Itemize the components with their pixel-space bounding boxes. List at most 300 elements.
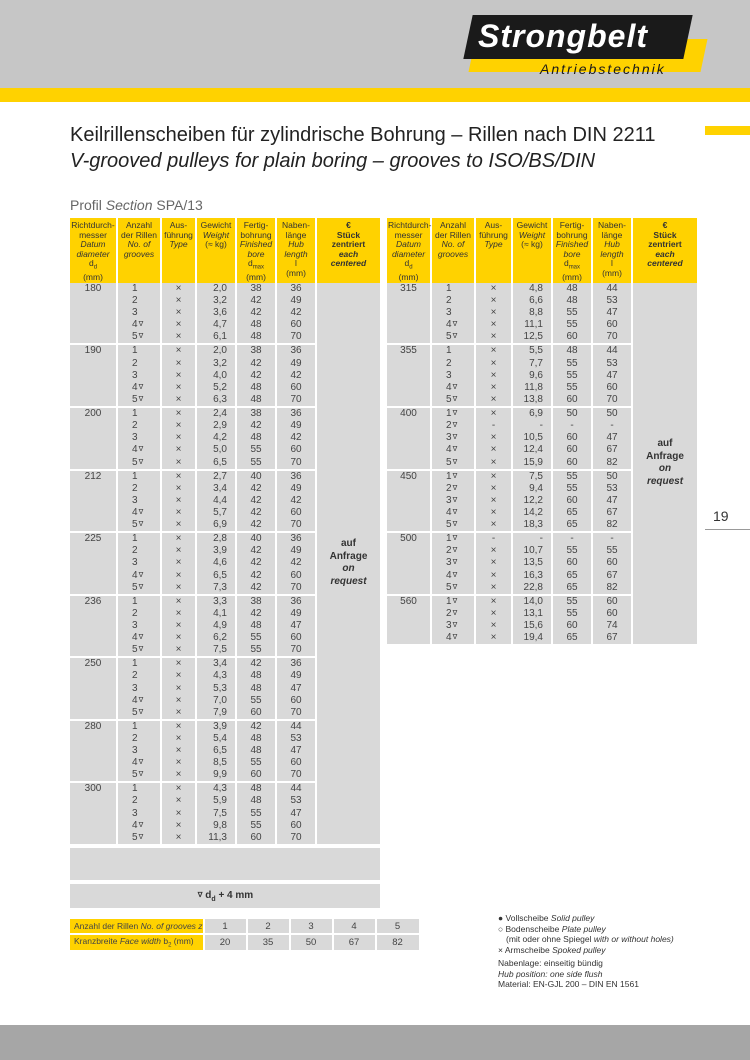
- type-cell: ×: [475, 394, 512, 407]
- hub-position-en: Hub position: one side flush: [498, 968, 603, 979]
- grooves-value: 2: [446, 357, 452, 369]
- column-header: [431, 218, 475, 283]
- type-cell: -: [475, 420, 512, 432]
- type-cell: ×: [475, 357, 512, 369]
- bore-cell: -: [552, 532, 592, 545]
- type-cell: ×: [161, 570, 196, 582]
- footnote-bore: [70, 884, 380, 908]
- triangle-mark-icon: ∇: [452, 333, 458, 341]
- hub-length-cell: 70: [276, 394, 316, 407]
- header-en: grooves: [123, 248, 155, 259]
- filled-circle-icon: ●: [498, 913, 504, 923]
- grooves-cell: [117, 382, 161, 394]
- hub-length-cell: 82: [592, 457, 632, 470]
- bore-cell: 55: [552, 483, 592, 495]
- diameter-cell: 560: [387, 595, 431, 608]
- bore-cell: 60: [552, 620, 592, 632]
- grooves-value: 2: [446, 545, 452, 557]
- type-cell: ×: [161, 782, 196, 795]
- grooves-cell: [431, 370, 475, 382]
- cross-icon: ×: [498, 944, 503, 955]
- diameter-cell: [70, 670, 117, 682]
- price-note-de: auf: [657, 438, 673, 450]
- bore-cell: 60: [552, 331, 592, 344]
- bore-cell: 38: [236, 344, 276, 357]
- hub-length-cell: 60: [276, 632, 316, 644]
- hub-length-cell: 53: [276, 733, 316, 745]
- column-header: [475, 218, 512, 283]
- diameter-cell: [387, 632, 431, 644]
- type-cell: ×: [161, 795, 196, 807]
- header-en: Weight: [518, 229, 546, 240]
- bore-cell: -: [552, 420, 592, 432]
- hub-length-cell: 70: [592, 331, 632, 344]
- symbol-sub: d: [409, 264, 413, 271]
- grooves-cell: [117, 357, 161, 369]
- grooves-cell: [117, 519, 161, 532]
- grooves-cell: [117, 782, 161, 795]
- header-unit: (≈ kg): [521, 239, 543, 249]
- header-symbol: [71, 259, 115, 273]
- type-cell: ×: [161, 707, 196, 720]
- header-de: der Rillen: [121, 229, 157, 240]
- type-cell: ×: [161, 769, 196, 782]
- grooves-cell: [431, 608, 475, 620]
- diameter-cell: [387, 570, 431, 582]
- hub-length-cell: 55: [592, 545, 632, 557]
- grooves-value: 5: [132, 456, 138, 468]
- type-cell: -: [475, 532, 512, 545]
- grooves-value: 2: [132, 294, 138, 306]
- bore-cell: 48: [236, 682, 276, 694]
- hub-length-cell: 60: [276, 382, 316, 394]
- triangle-mark-icon: ∇: [452, 484, 458, 492]
- strongbelt-logo: [462, 15, 707, 80]
- grooves-value: 2: [132, 545, 138, 557]
- diameter-cell: [387, 557, 431, 569]
- type-cell: ×: [161, 344, 196, 357]
- header-de: Stück: [336, 229, 361, 240]
- grooves-cell: [117, 808, 161, 820]
- grooves-cell: [117, 657, 161, 670]
- diameter-cell: [70, 557, 117, 569]
- grooves-cell: [117, 570, 161, 582]
- grooves-cell: [431, 557, 475, 569]
- hub-length-cell: 36: [276, 657, 316, 670]
- type-cell: ×: [475, 283, 512, 295]
- diameter-cell: [70, 420, 117, 432]
- grooves-cell: [117, 795, 161, 807]
- header-symbol: [554, 259, 590, 273]
- grooves-cell: 2: [247, 918, 290, 934]
- grooves-value: 3: [132, 307, 138, 319]
- grooves-cell: [117, 532, 161, 545]
- hub-length-cell: 67: [592, 507, 632, 519]
- type-cell: ×: [475, 307, 512, 319]
- diameter-cell: [70, 608, 117, 620]
- grooves-value: 3: [132, 682, 138, 694]
- grooves-value: 2: [446, 607, 452, 619]
- weight-cell: 6,5: [196, 570, 236, 582]
- grooves-value: 5: [446, 581, 452, 593]
- header-en: centered: [330, 258, 367, 268]
- grooves-cell: [117, 670, 161, 682]
- weight-cell: 6,6: [512, 295, 552, 307]
- header-de: zentriert: [648, 239, 682, 249]
- price-note-en: on: [658, 463, 672, 475]
- footnote-sub: d: [211, 896, 216, 903]
- hub-length-cell: 60: [276, 319, 316, 331]
- grooves-cell: [431, 570, 475, 582]
- type-cell: ×: [475, 432, 512, 444]
- weight-cell: 6,9: [196, 519, 236, 532]
- type-cell: ×: [475, 495, 512, 507]
- header-unit: (mm): [286, 267, 306, 278]
- type-cell: ×: [475, 557, 512, 569]
- weight-cell: 3,3: [196, 595, 236, 608]
- grooves-value: 1: [446, 533, 452, 545]
- grooves-cell: [117, 745, 161, 757]
- weight-cell: 3,4: [196, 483, 236, 495]
- type-cell: ×: [475, 382, 512, 394]
- weight-cell: 12,4: [512, 444, 552, 456]
- bore-cell: 55: [236, 644, 276, 657]
- weight-cell: 7,7: [512, 357, 552, 369]
- symbol: d: [404, 258, 410, 268]
- brand-name: Strongbelt: [478, 18, 648, 54]
- section-label-de: Profil: [70, 197, 102, 213]
- triangle-mark-icon: ∇: [138, 821, 144, 829]
- weight-cell: 6,1: [196, 331, 236, 344]
- header-unit: (≈ kg): [205, 239, 227, 249]
- euro-icon: €: [662, 220, 668, 230]
- weight-cell: 19,4: [512, 632, 552, 644]
- grooves-cell: [431, 483, 475, 495]
- type-cell: ×: [161, 331, 196, 344]
- grooves-value: 4: [446, 444, 452, 456]
- legend-plate-note: (mit oder ohne Spiegel with or without holes): [506, 934, 674, 944]
- grooves-row: [70, 918, 419, 934]
- diameter-cell: [70, 507, 117, 519]
- grooves-value: 1: [446, 595, 452, 607]
- hub-length-cell: 70: [276, 331, 316, 344]
- header-unit: (mm): [398, 272, 419, 283]
- hub-length-cell: 49: [276, 608, 316, 620]
- diameter-cell: [387, 370, 431, 382]
- diameter-cell: [387, 444, 431, 456]
- grooves-value: 3: [132, 557, 138, 569]
- type-cell: ×: [161, 720, 196, 733]
- grooves-cell: [431, 357, 475, 369]
- grooves-cell: [117, 644, 161, 657]
- header-unit: (mm): [562, 272, 582, 283]
- triangle-mark-icon: ∇: [452, 410, 458, 417]
- diameter-cell: [70, 808, 117, 820]
- diameter-cell: [387, 608, 431, 620]
- grooves-value: 2: [132, 795, 138, 807]
- grooves-cell: [431, 632, 475, 644]
- grooves-value: 4: [132, 632, 138, 644]
- bore-cell: 48: [236, 745, 276, 757]
- grooves-value: 1: [132, 470, 138, 482]
- triangle-mark-icon: ∇: [452, 621, 458, 629]
- pulley-table-left: [70, 218, 380, 844]
- header-en: length: [284, 248, 308, 259]
- bore-cell: 38: [236, 407, 276, 420]
- weight-cell: 4,7: [196, 319, 236, 331]
- bore-cell: 65: [552, 632, 592, 644]
- type-cell: ×: [161, 307, 196, 319]
- triangle-mark-icon: ∇: [138, 521, 144, 529]
- grooves-value: 1: [132, 345, 138, 357]
- column-header: [552, 218, 592, 283]
- grooves-value: 2: [132, 607, 138, 619]
- face-width-table: [70, 917, 419, 950]
- weight-cell: 5,0: [196, 444, 236, 456]
- weight-cell: 10,7: [512, 545, 552, 557]
- diameter-cell: 200: [70, 407, 117, 420]
- triangle-mark-icon: ∇: [138, 759, 144, 767]
- hub-length-cell: 60: [276, 570, 316, 582]
- hub-length-cell: 49: [276, 420, 316, 432]
- bore-cell: 48: [236, 782, 276, 795]
- column-header: [70, 218, 117, 283]
- face-width-cell: 20: [204, 934, 247, 950]
- type-cell: ×: [161, 495, 196, 507]
- type-cell: ×: [161, 582, 196, 595]
- hub-length-cell: 47: [592, 495, 632, 507]
- hub-length-cell: 60: [592, 608, 632, 620]
- bore-cell: 65: [552, 507, 592, 519]
- grooves-cell: [117, 582, 161, 595]
- type-cell: ×: [161, 483, 196, 495]
- hub-length-cell: 67: [592, 632, 632, 644]
- grooves-cell: [117, 720, 161, 733]
- bore-cell: 55: [552, 470, 592, 483]
- header-symbol: [388, 259, 429, 273]
- type-cell: ×: [475, 620, 512, 632]
- diameter-cell: [70, 832, 117, 844]
- grooves-value: 3: [446, 369, 452, 381]
- weight-cell: 5,2: [196, 382, 236, 394]
- weight-cell: 4,6: [196, 557, 236, 569]
- hub-length-cell: 70: [276, 832, 316, 844]
- bore-cell: 65: [552, 570, 592, 582]
- weight-cell: 7,3: [196, 582, 236, 595]
- header-de: messer: [79, 229, 107, 240]
- diameter-cell: [387, 620, 431, 632]
- diameter-cell: [70, 331, 117, 344]
- bore-cell: 55: [236, 808, 276, 820]
- euro-icon: €: [346, 220, 351, 230]
- grooves-value: 3: [446, 432, 452, 444]
- weight-cell: 5,9: [196, 795, 236, 807]
- type-cell: ×: [161, 644, 196, 657]
- grooves-value: 1: [446, 408, 452, 419]
- grooves-value: 3: [446, 307, 452, 319]
- grooves-cell: [117, 370, 161, 382]
- weight-cell: 4,4: [196, 495, 236, 507]
- column-header: [117, 218, 161, 283]
- header-unit: (mm): [602, 267, 622, 278]
- grooves-value: 4: [132, 569, 138, 581]
- type-cell: ×: [161, 620, 196, 632]
- column-header: [387, 218, 431, 283]
- diameter-cell: [387, 357, 431, 369]
- grooves-value: 5: [446, 394, 452, 405]
- bore-cell: 50: [552, 407, 592, 420]
- weight-cell: 2,7: [196, 470, 236, 483]
- weight-cell: 3,4: [196, 657, 236, 670]
- triangle-mark-icon: ∇: [138, 333, 144, 341]
- hub-length-cell: 44: [592, 283, 632, 295]
- triangle-mark-icon: ∇: [138, 583, 144, 591]
- grooves-cell: [117, 295, 161, 307]
- grooves-value: 5: [132, 706, 138, 718]
- grooves-cell: [431, 344, 475, 357]
- bore-cell: 42: [236, 507, 276, 519]
- grooves-value: 2: [132, 420, 138, 432]
- header-en: diameter: [391, 248, 426, 259]
- hub-position-de: Nabenlage: einseitig bündig: [498, 958, 603, 968]
- header-de: Aus-: [484, 220, 503, 230]
- price-note-en: on: [342, 563, 355, 575]
- type-cell: ×: [161, 532, 196, 545]
- type-cell: ×: [161, 283, 196, 295]
- triangle-mark-icon: ∇: [138, 708, 144, 716]
- bore-cell: 48: [236, 670, 276, 682]
- weight-cell: 6,9: [512, 407, 552, 420]
- diameter-cell: [70, 757, 117, 769]
- grooves-value: 4: [446, 507, 452, 519]
- diameter-cell: [70, 382, 117, 394]
- header-de: länge: [285, 229, 307, 240]
- type-cell: ×: [161, 295, 196, 307]
- weight-cell: 15,6: [512, 620, 552, 632]
- weight-cell: 3,9: [196, 720, 236, 733]
- hub-length-cell: 47: [592, 370, 632, 382]
- bore-cell: 48: [236, 319, 276, 331]
- brand-tagline: Antriebstechnik: [540, 61, 666, 77]
- column-header: [512, 218, 552, 283]
- bore-cell: 60: [552, 394, 592, 407]
- hub-length-cell: 36: [276, 595, 316, 608]
- grooves-cell: [117, 407, 161, 420]
- hub-length-cell: 74: [592, 620, 632, 632]
- legend: [498, 913, 674, 990]
- bore-cell: 42: [236, 720, 276, 733]
- bore-cell: 42: [236, 370, 276, 382]
- grooves-value: 5: [132, 832, 138, 844]
- title-accent-bar: [705, 126, 750, 135]
- diameter-cell: [70, 820, 117, 832]
- diameter-cell: 500: [387, 532, 431, 545]
- grooves-cell: [431, 532, 475, 545]
- bore-cell: 55: [236, 695, 276, 707]
- type-cell: ×: [475, 319, 512, 331]
- weight-cell: 3,6: [196, 307, 236, 319]
- bore-cell: 60: [236, 769, 276, 782]
- grooves-value: 3: [132, 369, 138, 381]
- column-header: [236, 218, 276, 283]
- bore-cell: 42: [236, 570, 276, 582]
- type-cell: ×: [161, 420, 196, 432]
- grooves-value: 1: [446, 282, 452, 294]
- hub-length-cell: 50: [592, 470, 632, 483]
- diameter-cell: [70, 733, 117, 745]
- type-cell: ×: [161, 733, 196, 745]
- grooves-value: 4: [446, 569, 452, 581]
- weight-cell: 8,5: [196, 757, 236, 769]
- grooves-value: 5: [446, 456, 452, 468]
- grooves-cell: 4: [333, 918, 376, 934]
- header-en: Hub: [288, 239, 304, 249]
- header-de: Gewicht: [516, 220, 548, 230]
- bore-cell: 42: [236, 295, 276, 307]
- symbol: d: [247, 258, 253, 268]
- hub-length-cell: 70: [276, 582, 316, 595]
- triangle-mark-icon: ∇: [138, 509, 144, 517]
- hub-length-cell: 60: [276, 820, 316, 832]
- triangle-mark-icon: ∇: [452, 547, 458, 555]
- grooves-value: 5: [446, 519, 452, 531]
- grooves-value: 2: [446, 420, 452, 432]
- weight-cell: 4,8: [512, 283, 552, 295]
- symbol-sub: max: [568, 264, 581, 271]
- triangle-mark-icon: ∇: [138, 696, 144, 704]
- hub-length-cell: 60: [592, 557, 632, 569]
- type-cell: ×: [161, 595, 196, 608]
- diameter-cell: [70, 745, 117, 757]
- type-cell: ×: [475, 545, 512, 557]
- face-width-cell: 67: [333, 934, 376, 950]
- weight-cell: 12,2: [512, 495, 552, 507]
- diameter-cell: [70, 370, 117, 382]
- header-de: länge: [601, 229, 623, 240]
- triangle-mark-icon: ∇: [452, 434, 458, 442]
- hub-length-cell: 50: [592, 407, 632, 420]
- grooves-cell: [117, 420, 161, 432]
- diameter-cell: [387, 545, 431, 557]
- hub-length-cell: 47: [276, 808, 316, 820]
- type-cell: ×: [161, 432, 196, 444]
- hub-length-cell: 70: [276, 769, 316, 782]
- face-width-label: Kranzbreite Face width $b_2$ (mm): [70, 934, 204, 950]
- symbol-sub: d: [93, 264, 98, 271]
- weight-cell: 11,1: [512, 319, 552, 331]
- grooves-value: 2: [446, 294, 452, 306]
- bore-cell: 55: [236, 457, 276, 470]
- weight-cell: 15,9: [512, 457, 552, 470]
- price-note-en: request: [330, 575, 367, 587]
- hub-length-cell: 44: [276, 720, 316, 733]
- bore-cell: 48: [236, 620, 276, 632]
- triangle-mark-icon: ∇: [452, 597, 458, 605]
- triangle-mark-icon: ∇: [452, 458, 458, 466]
- header-de: Aus-: [169, 220, 188, 230]
- page-number: 19: [713, 508, 729, 524]
- header-en: Datum: [395, 239, 422, 249]
- bore-cell: 38: [236, 283, 276, 295]
- grooves-cell: [117, 682, 161, 694]
- bore-cell: 40: [236, 470, 276, 483]
- bore-cell: 55: [552, 357, 592, 369]
- diameter-cell: [70, 582, 117, 595]
- diameter-cell: [70, 394, 117, 407]
- type-cell: ×: [161, 632, 196, 644]
- grooves-cell: [431, 394, 475, 407]
- bore-cell: 42: [236, 545, 276, 557]
